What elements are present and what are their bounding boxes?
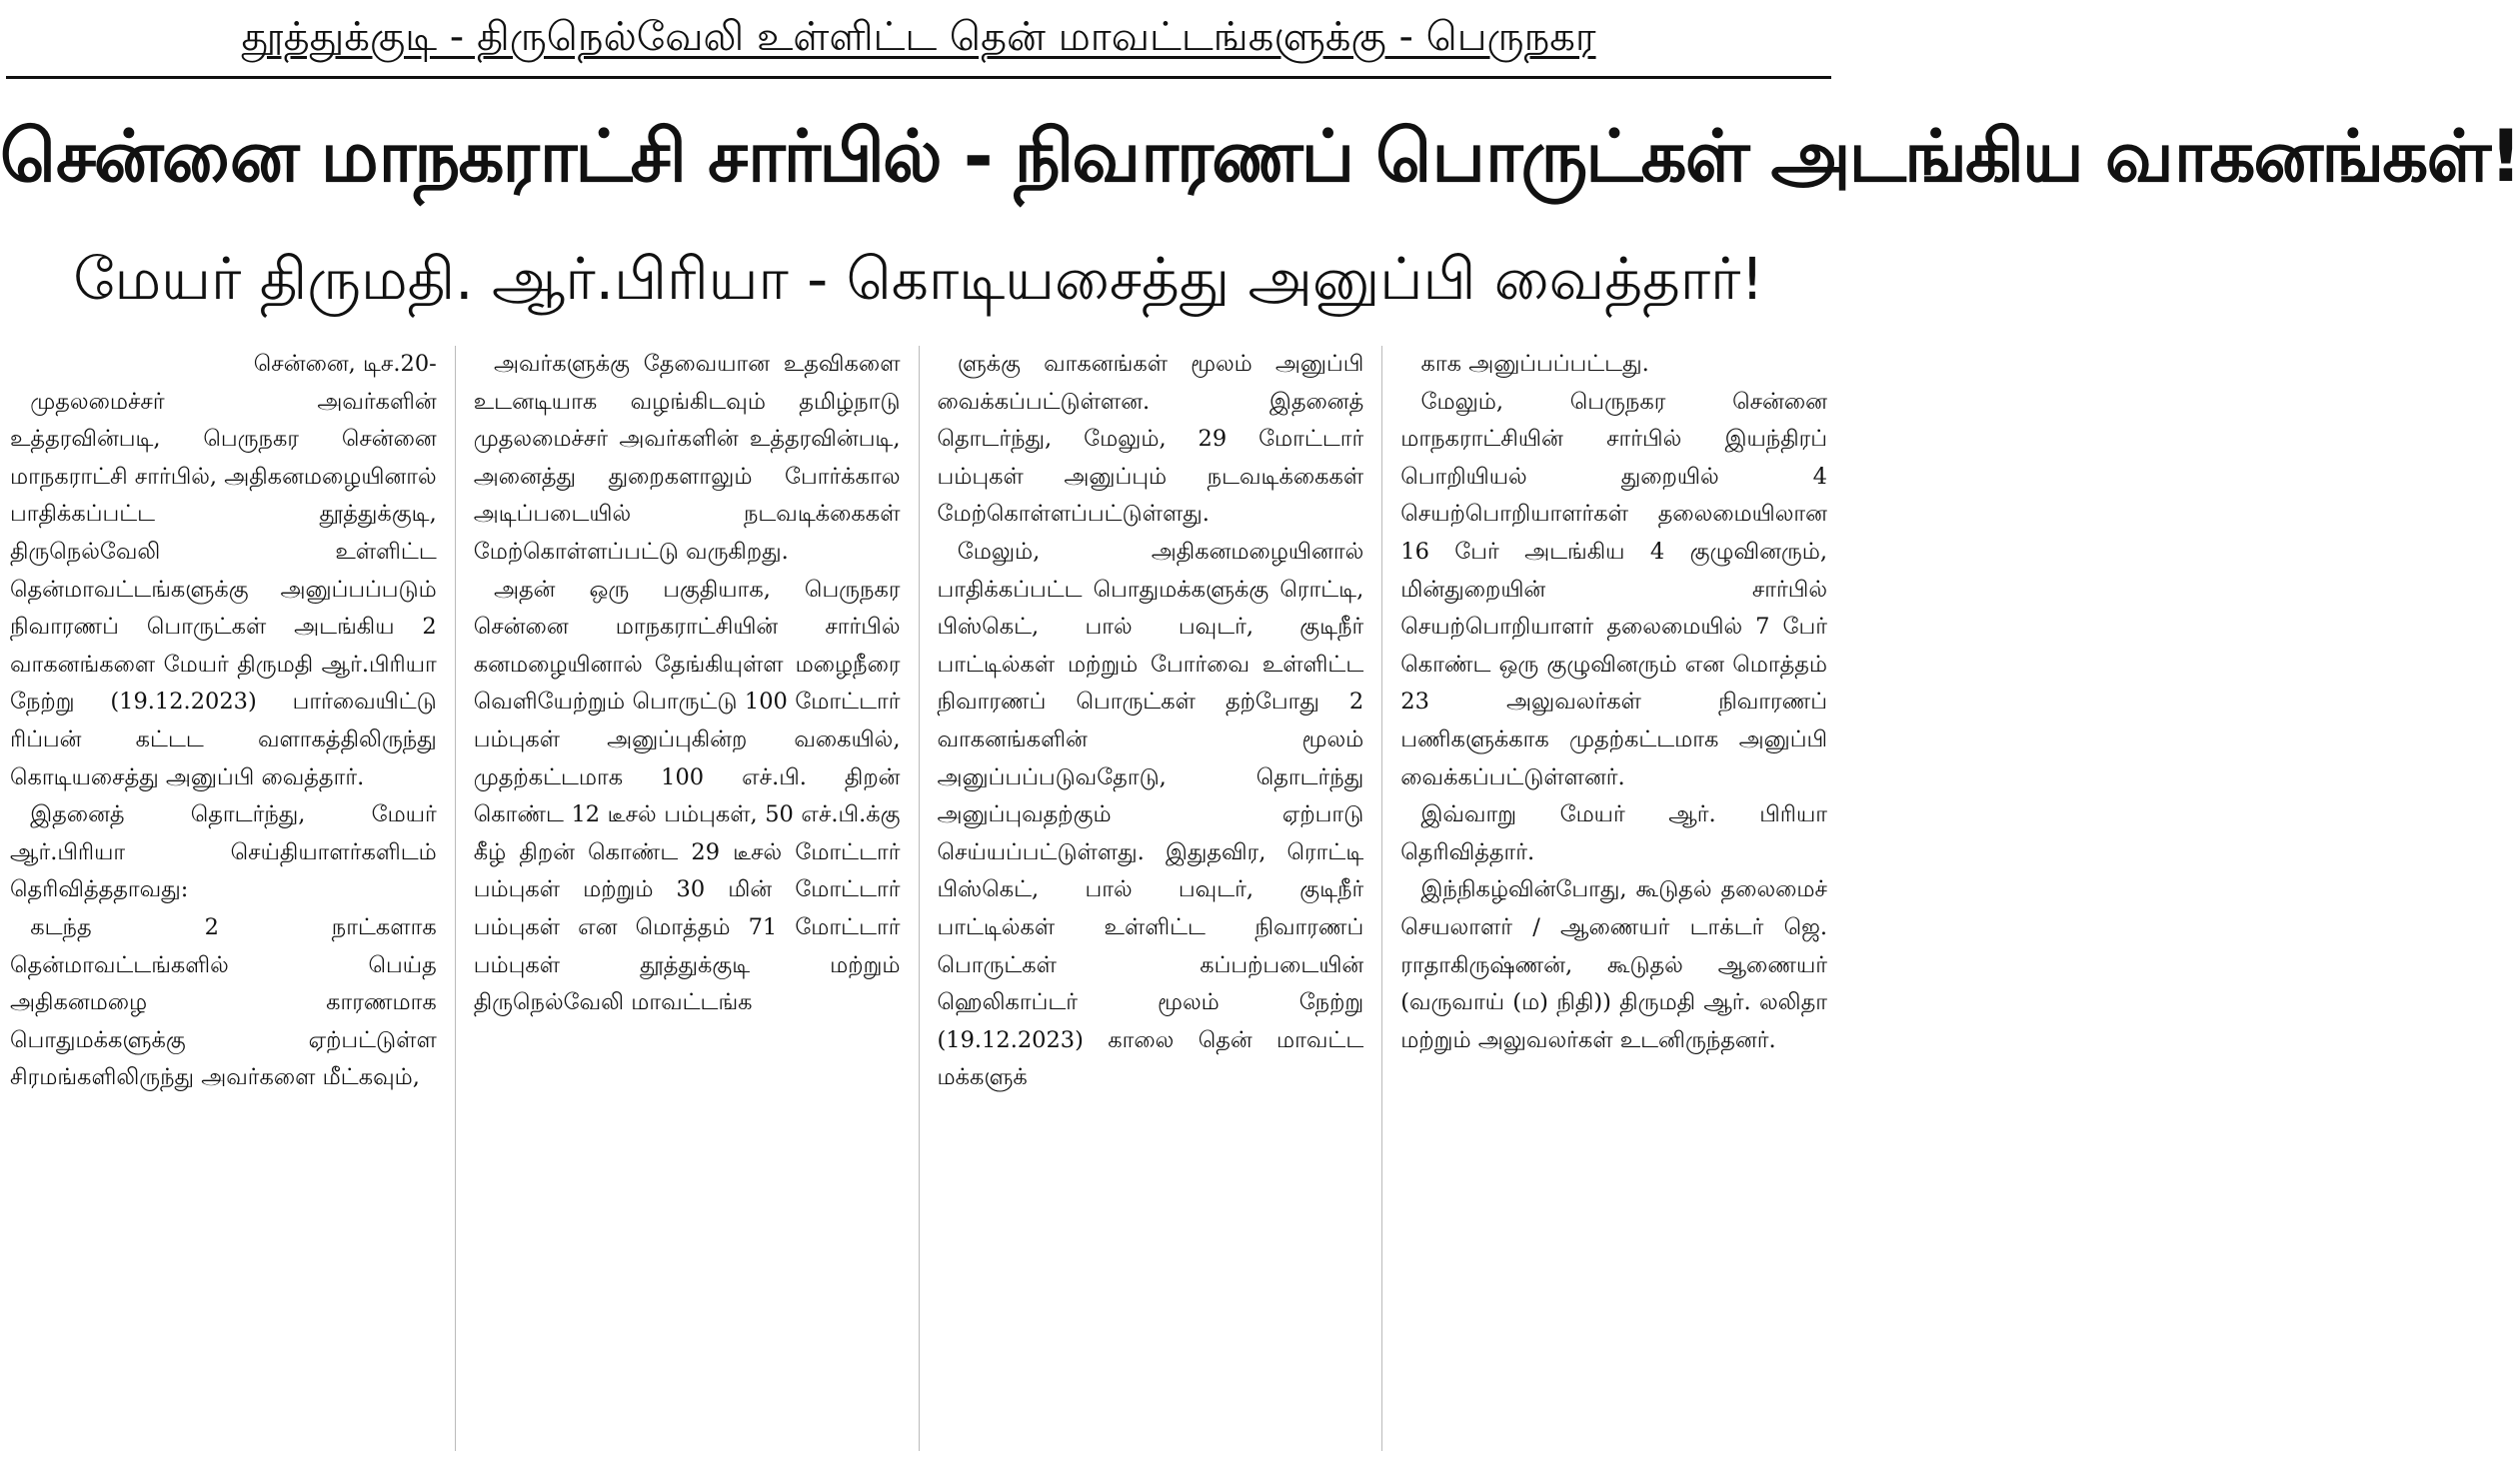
paragraph: அவர்களுக்கு தேவையான உதவிகளை உடனடியாக வழங்கிடவும் தமிழ்நாடு முதலமைச்சர் அவர்களின் உத்தரவின்படி, அனைத்து துறைகளாலும் போர்க்கால அடிப்படையில் நடவடிக்கைகள் மேற்கொள்ளப்பட்டு வருகிறது. [473, 351, 901, 565]
paragraph: இவ்வாறு மேயர் ஆர். பிரியா தெரிவித்தார். [1400, 801, 1827, 865]
column-4 [1400, 346, 1827, 1451]
column-2 [474, 346, 901, 1451]
column-divider [1381, 346, 1382, 1451]
column-1 [10, 346, 437, 1451]
column-3 [938, 346, 1364, 1451]
paragraph: இந்நிகழ்வின்போது, கூடுதல் தலைமைச் செயலாளர் / ஆணையர் டாக்டர் ஜெ. ராதாகிருஷ்ணன், கூடுதல் ஆணையர் (வருவாய் (ம) நிதி)) திருமதி ஆர். லலிதா மற்றும் அலுவலர்கள் உடனிருந்தனர். [1400, 876, 1827, 1053]
headline: சென்னை மாநகராட்சி சார்பில் - நிவாரணப் பொருட்கள் அடங்கிய வாகனங்கள்! [0, 114, 2520, 198]
paragraph: மேலும், பெருநகர சென்னை மாநகராட்சியின் சார்பில் இயந்திரப் பொறியியல் துறையில் 4 செயற்பொறியாளர்கள் தலைமையிலான 16 பேர் அடங்கிய 4 குழுவினரும், மின்துறையின் சார்பில் செயற்பொறியாளர் தலைமையில் 7 பேர் கொண்ட ஒரு குழுவினரும் என மொத்தம் 23 அலுவலர்கள் நிவாரணப் பணிகளுக்காக முதற்கட்டமாக அனுப்பி வைக்கப்பட்டுள்ளனர். [1400, 388, 1827, 790]
column-divider [455, 346, 456, 1451]
column-divider [919, 346, 920, 1451]
paragraph: முதலமைச்சர் அவர்களின் உத்தரவின்படி, பெருநகர சென்னை மாநகராட்சி சார்பில், அதிகனமழையினால் பாதிக்கப்பட்ட தூத்துக்குடி, திருநெல்வேலி உள்ளிட்ட தென்மாவட்டங்களுக்கு அனுப்பப்படும் நிவாரணப் பொருட்கள் அடங்கிய 2 வாகனங்களை மேயர் திருமதி ஆர்.பிரியா நேற்று (19.12.2023) பார்வையிட்டு ரிப்பன் கட்டட வளாகத்திலிருந்து கொடியசைத்து அனுப்பி வைத்தார். [10, 388, 437, 790]
paragraph: மேலும், அதிகனமழையினால் பாதிக்கப்பட்ட பொதுமக்களுக்கு ரொட்டி, பிஸ்கெட், பால் பவுடர், குடிநீர் பாட்டில்கள் மற்றும் போர்வை உள்ளிட்ட நிவாரணப் பொருட்கள் தற்போது 2 வாகனங்களின் மூலம் அனுப்பப்படுவதோடு, தொடர்ந்து அனுப்புவதற்கும் ஏற்பாடு செய்யப்பட்டுள்ளது. இதுதவிர, ரொட்டி பிஸ்கெட், பால் பவுடர், குடிநீர் பாட்டில்கள் உள்ளிட்ட நிவாரணப் பொருட்கள் கப்பற்படையின் ஹெலிகாப்டர் மூலம் நேற்று (19.12.2023) காலை தென் மாவட்ட மக்களுக் [937, 538, 1364, 1091]
paragraph: ளுக்கு வாகனங்கள் மூலம் அனுப்பி வைக்கப்பட்டுள்ளன. இதனைத் தொடர்ந்து, மேலும், 29 மோட்டார் பம்புகள் அனுப்பும் நடவடிக்கைகள் மேற்கொள்ளப்பட்டுள்ளது. [937, 351, 1364, 528]
kicker-line: தூத்துக்குடி - திருநெல்வேலி உள்ளிட்ட தென் மாவட்டங்களுக்கு - பெருநகர [241, 14, 1596, 60]
divider-rule [6, 76, 1831, 79]
paragraph: கடந்த 2 நாட்களாக தென்மாவட்டங்களில் பெய்த அதிகனமழை காரணமாக பொதுமக்களுக்கு ஏற்பட்டுள்ள சிரமங்களிலிருந்து அவர்களை மீட்கவும், [10, 913, 437, 1091]
dateline: சென்னை, டிச.20- [253, 351, 437, 377]
paragraph: அதன் ஒரு பகுதியாக, பெருநகர சென்னை மாநகராட்சியின் சார்பில் கனமழையினால் தேங்கியுள்ள மழைநீரை வெளியேற்றும் பொருட்டு 100 மோட்டார் பம்புகள் அனுப்புகின்ற வகையில், முதற்கட்டமாக 100 எச்.பி. திறன் கொண்ட 12 டீசல் பம்புகள், 50 எச்.பி.க்கு கீழ் திறன் கொண்ட 29 டீசல் மோட்டார் பம்புகள் மற்றும் 30 மின் மோட்டார் பம்புகள் என மொத்தம் 71 மோட்டார் பம்புகள் தூத்துக்குடி மற்றும் திருநெல்வேலி மாவட்டங்க [473, 576, 901, 1016]
subheadline: மேயர் திருமதி. ஆர்.பிரியா - கொடியசைத்து அனுப்பி வைத்தார்! [73, 245, 1764, 313]
paragraph: இதனைத் தொடர்ந்து, மேயர் ஆர்.பிரியா செய்தியாளர்களிடம் தெரிவித்ததாவது: [10, 801, 437, 903]
article-body [10, 346, 1827, 1451]
paragraph: காக அனுப்பப்பட்டது. [1420, 351, 1649, 377]
